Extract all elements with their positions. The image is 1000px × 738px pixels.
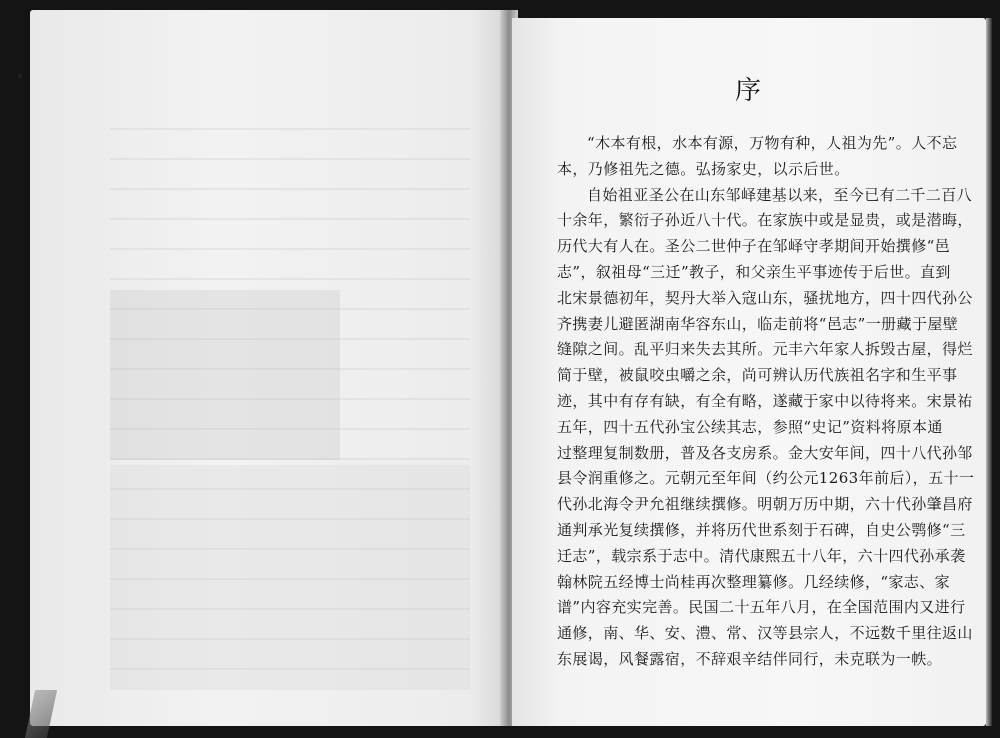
text-line: 迁志”，载宗系于志中。清代康熙五十八年，六十四代孙承袭 [557,546,966,565]
text-line: 志”，叙祖母“三迁”教子，和父亲生平事迹传于后世。直到 [557,262,951,281]
right-page [512,18,986,726]
text-line: 简于壁，被鼠咬虫嚼之余，尚可辨认历代族祖名字和生平事 [557,366,958,385]
text-line: 十余年，繁衍子孙近八十代。在家族中或是显贵，或是潜晦， [557,211,973,230]
text-line: “木本有根，水本有源，万物有种，人祖为先”。人不忘 [587,134,958,152]
text-line: 县令润重修之。元朝元至年间（约公元1263年前后），五十一 [557,469,975,488]
page-edge [986,18,992,726]
page-marker-dot [18,74,22,78]
text-line: 通修，南、华、安、澧、常、汉等县宗人，不远数千里往返山 [557,624,973,643]
text-line: 五年，四十五代孙宝公续其志，参照“史记”资料将原本通 [557,417,943,436]
text-line: 谱”内容充实完善。民国二十五年八月，在全国范围内又进行 [557,598,966,617]
text-line: 本，乃修祖先之德。弘扬家史，以示后世。 [557,159,850,178]
bleed-through-image-lower [110,465,470,690]
text-line: 缝隙之间。乱平归来失去其所。元丰六年家人拆毁古屋，得烂 [557,340,973,359]
bleed-through-image [110,290,340,460]
text-line: 代孙北海令尹允祖继续撰修。明朝万历中期，六十代孙肇昌府 [557,495,973,514]
text-line: 历代大有人在。圣公二世仲子在邹峄守孝期间开始撰修“邑 [557,237,951,256]
text-line: 迹，其中有存有缺，有全有略，遂藏于家中以待将来。宋景祐 [557,391,973,410]
left-page [30,10,508,726]
text-line: 通判承光复续撰修，并将历代世系刻于石碑，自史公鹗修“三 [557,520,966,539]
page-title: 序 [734,76,763,106]
text-line: 北宋景德初年，契丹大举入寇山东，骚扰地方，四十四代孙公 [557,288,973,307]
text-line: 东展谒，风餐露宿，不辞艰辛结伴同行，未克联为一帙。 [557,649,943,668]
preface-body [557,131,975,673]
text-line: 翰林院五经博士尚桂再次整理纂修。几经续修，“家志、家 [557,572,951,591]
text-line: 齐携妻儿避匿湖南华容东山，临走前将“邑志”一册藏于屋壁 [557,314,959,333]
text-line: 过整理复制数册，普及各支房系。金大安年间，四十八代孙邹 [557,443,973,462]
text-line: 自始祖亚圣公在山东邹峄建基以来，至今已有二千二百八 [587,185,973,204]
